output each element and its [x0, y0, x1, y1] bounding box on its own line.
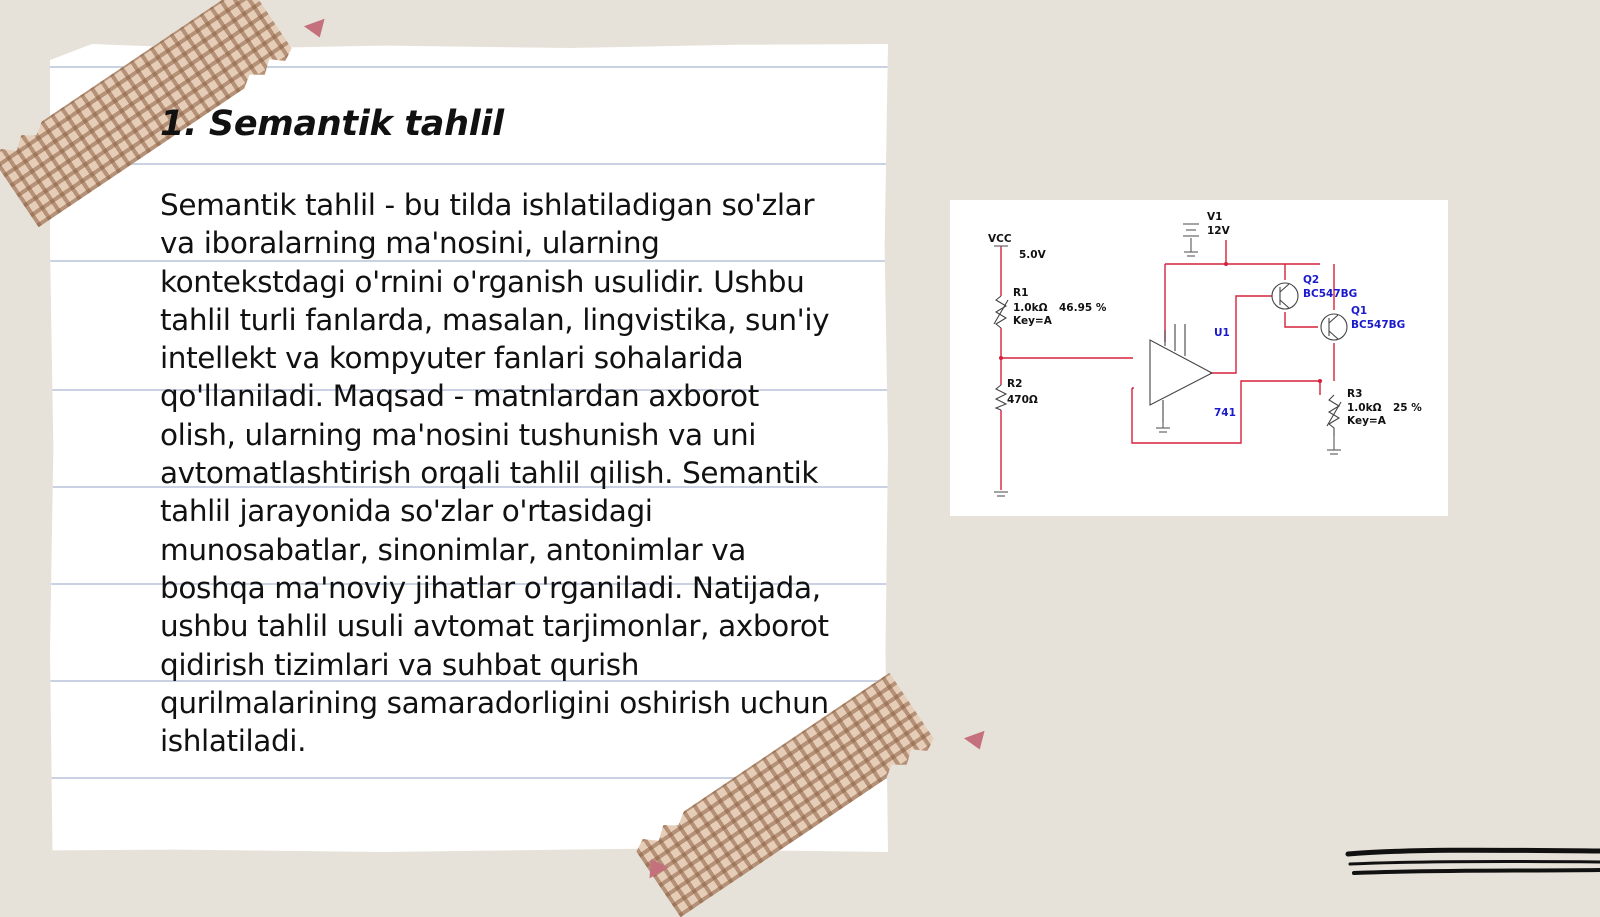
v1-value: 12V	[1207, 225, 1230, 237]
r1-value: 1.0kΩ	[1013, 302, 1048, 314]
r3-label: R3	[1347, 388, 1363, 400]
slide-heading: 1. Semantik tahlil	[160, 104, 504, 144]
q1-label: Q1	[1351, 305, 1368, 317]
u1-part: 741	[1214, 407, 1236, 419]
q2-part: BC547BG	[1303, 288, 1358, 300]
q1-part: BC547BG	[1351, 319, 1406, 331]
tape-corner-top	[304, 19, 330, 42]
vcc-label: VCC	[988, 233, 1012, 245]
r1-label: R1	[1013, 287, 1029, 299]
r3-key: Key=A	[1347, 415, 1386, 427]
tape-corner-bottom	[964, 731, 990, 754]
slide-body-text: Semantik tahlil - bu tilda ishlatiladigan so'zlar va iboralarning ma'nosini, ularning kontekstdagi o'rnini o'rganish usulidir. Ushbu tahlil turli fanlarda, masalan, lingvistika, sun'iy intellekt va kompyuter fanlari sohalarida qo'llaniladi. Maqsad - matnlardan axborot olish, ularning ma'nosini tushunish va uni avtomatlashtirish orqali tahlil qilish. Semantik tahlil jarayonida so'zlar o'rtasidagi munosabatlar, sinonimlar, antonimlar va boshqa ma'noviy jihatlar o'rganiladi. Natijada, ushbu tahlil usuli avtomat tarjimonlar, axborot qidirish tizimlari va suhbat qurish qurilmalarining samaradorligini oshirish uchun ishlatiladi.	[160, 188, 830, 759]
r3-percent: 25 %	[1393, 402, 1422, 414]
vcc-value: 5.0V	[1019, 249, 1046, 261]
r1-percent: 46.95 %	[1059, 302, 1107, 314]
u1-label: U1	[1214, 327, 1230, 339]
decorative-brush-lines	[1340, 846, 1600, 886]
r1-key: Key=A	[1013, 315, 1052, 327]
r2-label: R2	[1007, 378, 1023, 390]
r2-value: 470Ω	[1007, 394, 1038, 406]
circuit-diagram-image	[950, 200, 1448, 516]
r3-value: 1.0kΩ	[1347, 402, 1382, 414]
q2-label: Q2	[1303, 274, 1320, 286]
v1-label: V1	[1207, 211, 1223, 223]
